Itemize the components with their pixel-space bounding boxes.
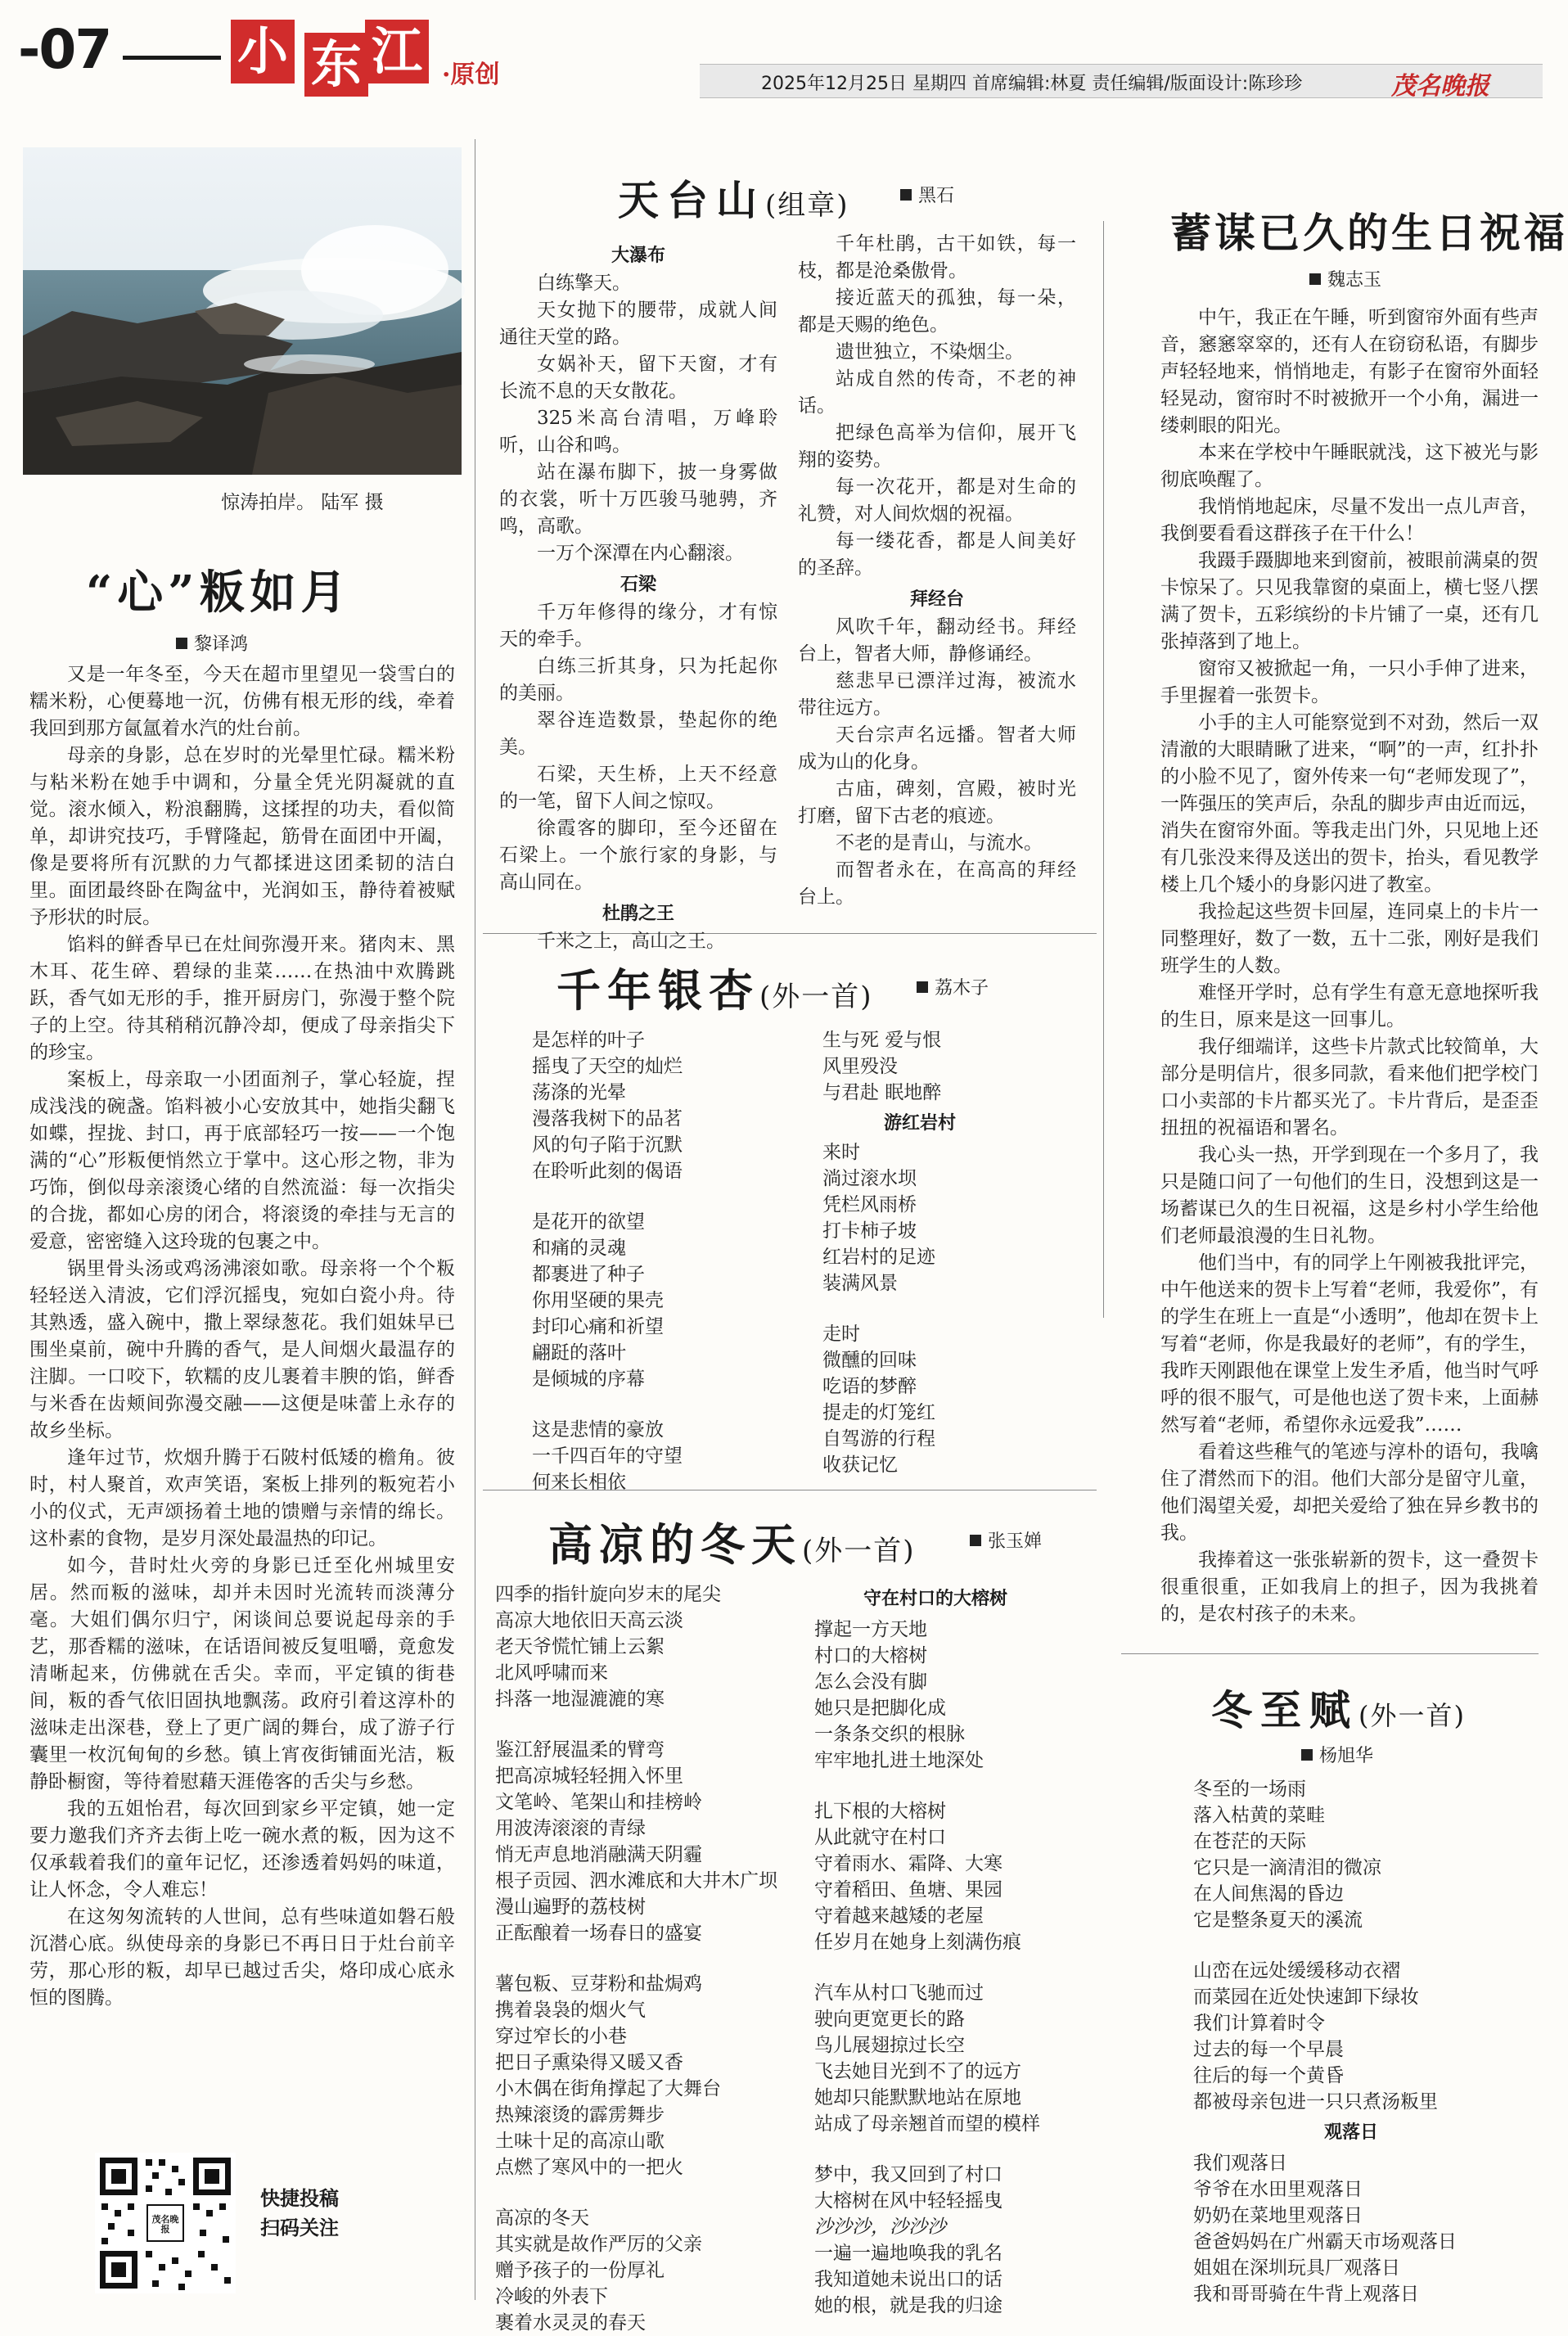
byline-marker <box>900 189 912 201</box>
verse-line: 村口的大榕树 <box>814 1645 927 1666</box>
verse-line: 淌过滚水坝 <box>822 1168 917 1189</box>
paragraph: 中午，我正在午睡，听到窗帘外面有些声音，窸窸窣窣的，还有人在窃窃私语，有脚步声轻轻地来，悄悄地走，有影子在窗帘外面轻轻晃动，窗帘时不时被掀开一个小角，漏进一缕刺眼的阳光。 <box>1160 307 1539 436</box>
verse-line: 赠予孩子的一份厚礼 <box>495 2260 665 2281</box>
paragraph: 我捧着这一张张崭新的贺卡，这一叠贺卡很重很重，正如我肩上的担子，因为我挑着的，是农村孩子的未来。 <box>1160 1549 1539 1625</box>
byline-marker <box>1309 273 1321 285</box>
verse-line: 爸爸妈妈在广州霸天市场观落日 <box>1193 2231 1457 2253</box>
verse-line: 我们计算着时令 <box>1193 2013 1325 2034</box>
paragraph: 我心头一热，开学到现在一个多月了，我只是随口问了一句他们的生日，没想到这是一场蓄谋已久的生日祝福，这是乡村小学生给他们老师最浪漫的生日礼物。 <box>1160 1144 1539 1247</box>
paragraph: 看着这些稚气的笔迹与淳朴的语句，我噙住了潸然而下的泪。他们大部分是留守儿童，他们渴望关爱，却把关爱给了独在异乡教书的我。 <box>1160 1441 1539 1544</box>
verse-line: 沙沙沙，沙沙沙 <box>814 2216 946 2238</box>
byline-birthday <box>1309 266 1381 291</box>
title-text: 天台山 <box>618 176 765 224</box>
gingko-column-2 <box>822 1027 1093 1478</box>
column-title-char: 小 <box>231 20 295 83</box>
paragraph: 千万年修得的缘分，才有惊天的牵手。 <box>499 602 777 650</box>
verse-line: 梦中，我又回到了村口 <box>814 2164 1003 2185</box>
stanza <box>814 1798 1109 1955</box>
tiantai-column-1 <box>499 241 777 955</box>
verse-line: 怎么会没有脚 <box>814 1671 927 1693</box>
section-heading: 杜鹃之王 <box>602 903 674 924</box>
verse-line: 在苍茫的天际 <box>1193 1831 1306 1852</box>
qr-caption <box>260 2184 339 2243</box>
verse-line: 鉴江舒展温柔的臂弯 <box>495 1739 665 1761</box>
gaoliang-column-1 <box>495 1581 798 2336</box>
section-heading: 石梁 <box>620 574 656 595</box>
verse-line: 都裹进了种子 <box>532 1264 645 1285</box>
title-text: 高凉的冬天 <box>548 1518 802 1571</box>
verse-line: 高凉大地依旧天高云淡 <box>495 1610 683 1631</box>
verse-line: 扎下根的大榕树 <box>814 1801 946 1822</box>
verse-line: 大榕树在风中轻轻摇曳 <box>814 2190 1003 2212</box>
title-text: 千年银杏 <box>556 964 759 1017</box>
section-divider <box>1121 1653 1539 1654</box>
paragraph: 我仔细端详，这些卡片款式比较简单，大部分是明信片，很多同款，看来他们把学校门口小卖部的卡片都买光了。卡片背后，是歪歪扭扭的祝福语和署名。 <box>1160 1036 1539 1139</box>
title-subtitle: (组章) <box>765 189 849 222</box>
paragraph: 一万个深潭在内心翻滚。 <box>537 543 744 564</box>
paragraph: 石梁，天生桥，上天不经意的一笔，留下人间之惊叹。 <box>499 764 777 812</box>
verse-line: 风的句子陷于沉默 <box>532 1134 683 1156</box>
paragraph: 又是一年冬至，今天在超市里望见一袋雪白的糯米粉，心便蓦地一沉，仿佛有根无形的线，牵着我回到那方氤氲着水汽的灶台前。 <box>29 664 455 739</box>
author-name: 杨旭华 <box>1319 1746 1374 1766</box>
dongzhi-poems <box>1193 1776 1537 2307</box>
verse-line: 提走的灯笼红 <box>822 1402 935 1423</box>
byline-tiantai <box>900 182 954 207</box>
author-name: 黎译鸿 <box>194 634 249 655</box>
page-number: -07 <box>18 18 111 81</box>
column-title-char: 江 <box>365 20 429 83</box>
seascape-photo <box>23 147 462 475</box>
verse-line: 封印心痛和祈望 <box>532 1316 664 1337</box>
verse-line: 爷爷在水田里观落日 <box>1193 2179 1363 2200</box>
verse-line: 摇曳了天空的灿烂 <box>532 1056 683 1077</box>
verse-line: 她只是把脚化成 <box>814 1698 946 1719</box>
verse-line: 悄无声息地消融满天阴霾 <box>495 1844 702 1865</box>
verse-line: 站成了母亲翘首而望的模样 <box>814 2113 1040 2135</box>
verse-line: 我和哥哥骑在牛背上观落日 <box>1193 2284 1419 2305</box>
stanza <box>1193 1958 1537 2115</box>
verse-line: 荡涤的光晕 <box>532 1082 626 1103</box>
verse-line: 一遍一遍地唤我的乳名 <box>814 2243 1003 2264</box>
verse-line: 点燃了寒风中的一把火 <box>495 2157 683 2178</box>
verse-line: 漫落我树下的品茗 <box>532 1108 683 1130</box>
paragraph: 遗世独立，不染烟尘。 <box>836 341 1024 363</box>
column-divider <box>1103 221 1104 1318</box>
paragraph: 而智者永在，在高高的拜经台上。 <box>798 859 1076 908</box>
paragraph: 逢年过节，炊烟升腾于石陂村低矮的檐角。彼时，村人聚首，欢声笑语，案板上排列的粄宛若小小的仪式，无声颂扬着土地的馈赠与亲情的绵长。这朴素的食物，是岁月深处最温热的印记。 <box>29 1447 455 1549</box>
verse-line: 这是悲情的豪放 <box>532 1419 664 1441</box>
stanza <box>814 1980 1109 2137</box>
article-body-xin <box>29 661 455 2012</box>
verse-line: 我们观落日 <box>1193 2153 1287 2174</box>
paragraph: 把绿色高举为信仰，展开飞翔的姿势。 <box>798 422 1076 471</box>
verse-line: 鸟儿展翅掠过长空 <box>814 2035 965 2056</box>
verse-line: 守着雨水、霜降、大寒 <box>814 1853 1003 1874</box>
stanza <box>1193 2150 1537 2307</box>
paragraph: 小手的主人可能察觉到不对劲，然后一双清澈的大眼睛瞅了进来，“啊”的一声，红扑扑的小脸不见了，窗外传来一句“老师发现了”，一阵强压的笑声后，杂乱的脚步声由近而远，消失在窗帘外面。等我走出门外，只见地上还有几张没来得及送出的贺卡，抬头，看见教学楼上几个矮小的身影闪进了教室。 <box>1160 712 1539 895</box>
title-text: 冬至赋 <box>1211 1686 1358 1734</box>
verse-line: 北风呼啸而来 <box>495 1662 608 1684</box>
verse-line: 守着越来越矮的老屋 <box>814 1905 984 1927</box>
verse-line: 来时 <box>822 1142 860 1163</box>
verse-line: 携着袅袅的烟火气 <box>495 2000 646 2021</box>
section-heading: 游红岩村 <box>884 1112 957 1134</box>
verse-line: 奶奶在菜地里观落日 <box>1193 2205 1363 2226</box>
photo-caption: 惊涛拍岸。 陆军 摄 <box>221 492 384 513</box>
paragraph: 案板上，母亲取一小团面剂子，掌心轻旋，捏成浅浅的碗盏。馅料被小心安放其中，她指尖翻飞如蝶，捏拢、封口，再于底部轻巧一按——一个饱满的“心”形粄便悄然立于掌中。这心形之物，非为巧饰，倒似母亲滚烫心绪的自然流溢：每一次指尖的合拢，都如心房的闭合，将滚烫的牵挂与无言的爱意，密密缝入这玲珑的包裹之中。 <box>29 1069 455 1252</box>
verse-line: 撑起一方天地 <box>814 1619 927 1640</box>
author-name: 张玉婵 <box>988 1531 1043 1552</box>
verse-line: 高凉的冬天 <box>495 2207 589 2229</box>
header-rule <box>123 56 221 60</box>
verse-line: 是怎样的叶子 <box>532 1030 645 1051</box>
stanza <box>495 1971 798 2180</box>
paragraph: 古庙，碑刻，宫殿，被时光打磨，留下古老的痕迹。 <box>798 778 1076 827</box>
paragraph: 女娲补天，留下天窗，才有长流不息的天女散花。 <box>499 354 777 402</box>
verse-line: 红岩村的足迹 <box>822 1247 935 1268</box>
verse-line: 热辣滚烫的霹雳舞步 <box>495 2104 665 2126</box>
paragraph: 千米之上，高山之王。 <box>537 931 725 952</box>
verse-line: 驶向更宽更长的路 <box>814 2009 965 2030</box>
byline-xin <box>176 630 248 656</box>
title-subtitle: (外一首) <box>802 1535 916 1567</box>
verse-line: 都被母亲包进一只只煮汤粄里 <box>1193 2091 1438 2113</box>
paragraph: 白练擎天。 <box>537 273 631 294</box>
article-title-xin: “心”粄如月 <box>86 566 352 620</box>
verse-line: 小木偶在街角撑起了大舞台 <box>495 2078 721 2099</box>
verse-line: 你用坚硬的果壳 <box>532 1290 664 1311</box>
gaoliang-column-2 <box>814 1585 1109 2319</box>
paragraph: 接近蓝天的孤独，每一朵，都是天赐的绝色。 <box>798 287 1076 336</box>
paragraph: 锅里骨头汤或鸡汤沸滚如歌。母亲将一个个粄轻轻送入清波，它们浮沉摇曳，宛如白瓷小舟。待其熟透，盛入碗中，撒上翠绿葱花。我们姐妹早已围坐桌前，碗中升腾的香气，是人间烟火最温存的注脚。一口咬下，软糯的皮儿裹着丰腴的馅，鲜香与米香在齿颊间弥漫交融——这便是味蕾上永存的故乡坐标。 <box>29 1258 455 1441</box>
verse-line: 把高凉城轻轻拥入怀里 <box>495 1766 683 1787</box>
section-heading: 拜经台 <box>909 589 964 610</box>
verse-line: 我知道她未说出口的话 <box>814 2269 1003 2290</box>
stanza <box>1193 1776 1537 1933</box>
stanza <box>814 2162 1109 2319</box>
qr-center-label: 茂名晚报 <box>151 2214 179 2235</box>
original-tag: ·原创 <box>442 61 500 89</box>
verse-line: 牢牢地扎进土地深处 <box>814 1750 984 1771</box>
paragraph: 站成自然的传奇，不老的神话。 <box>798 368 1076 417</box>
paragraph: 325米高台清唱，万峰聆听，山谷和鸣。 <box>499 408 777 456</box>
paragraph: 翠谷连造数景，垫起你的绝美。 <box>499 710 777 758</box>
article-body-birthday <box>1160 304 1539 1628</box>
verse-line: 一千四百年的守望 <box>532 1445 683 1467</box>
paragraph: 我悄悄地起床，尽量不发出一点儿声音，我倒要看看这群孩子在干什么！ <box>1160 496 1539 544</box>
verse-line: 而菜园在近处快速卸下绿妆 <box>1193 1987 1419 2008</box>
verse-line: 何来长相依 <box>532 1472 626 1493</box>
verse-line: 穿过窄长的小巷 <box>495 2026 627 2047</box>
issue-info: 2025年12月25日 星期四 首席编辑:林夏 责任编辑/版面设计:陈珍珍 <box>761 74 1303 94</box>
article-title-gaoliang <box>548 1510 916 1573</box>
stanza <box>532 1209 802 1392</box>
stanza <box>495 1581 798 1712</box>
title-subtitle: (外一首) <box>1358 1700 1466 1731</box>
verse-line: 薯包粄、豆芽粉和盐焗鸡 <box>495 1973 702 1995</box>
paragraph: 每一次花开，都是对生命的礼赞，对人间炊烟的祝福。 <box>798 476 1076 525</box>
verse-line: 飞去她目光到不了的远方 <box>814 2061 1021 2082</box>
verse-line: 根子贡园、泗水滩底和大井木广坝 <box>495 1870 777 1892</box>
verse-line: 吃语的梦醉 <box>822 1376 917 1397</box>
paragraph: 徐霞客的脚印，至今还留在石梁上。一个旅行家的身影，与高山同在。 <box>499 818 777 893</box>
paragraph: 窗帘又被掀起一角，一只小手伸了进来，手里握着一张贺卡。 <box>1160 658 1539 706</box>
paragraph: 不老的是青山，与流水。 <box>836 832 1043 854</box>
verse-line: 自驾游的行程 <box>822 1428 935 1450</box>
byline-marker <box>1301 1749 1313 1761</box>
gingko-column-1 <box>532 1027 802 1495</box>
verse-line: 凭栏风雨桥 <box>822 1194 917 1215</box>
verse-line: 过去的每一个早晨 <box>1193 2039 1344 2060</box>
verse-line: 和痛的灵魂 <box>532 1238 626 1259</box>
verse-line: 落入枯黄的菜畦 <box>1193 1805 1325 1826</box>
verse-line: 抖落一地湿漉漉的寒 <box>495 1689 665 1710</box>
verse-line: 姐姐在深圳玩具厂观落日 <box>1193 2257 1400 2279</box>
verse-line: 正酝酿着一场春日的盛宴 <box>495 1923 702 1944</box>
stanza <box>495 1737 798 1946</box>
qr-code[interactable] <box>95 2153 236 2293</box>
section-heading: 大瀑布 <box>611 245 665 266</box>
paragraph: 如今，昔时灶火旁的身影已迁至化州城里安居。然而粄的滋味，却并未因时光流转而淡薄分毫。大姐们偶尔归宁，闲谈间总要说起母亲的手艺，那香糯的滋味，在话语间被反复咀嚼，竟愈发清晰起来，仿佛就在舌尖。幸而，平定镇的街巷间，粄的香气依旧固执地飘荡。政府引着这淳朴的滋味走出深巷，登上了更广阔的舞台，成了游子行囊里一枚沉甸甸的乡愁。镇上宵夜街铺面光洁，粄静卧橱窗，等待着慰藉天涯倦客的舌尖与乡愁。 <box>29 1555 455 1793</box>
verse-line: 一条条交织的根脉 <box>814 1724 965 1745</box>
verse-line: 微醺的回味 <box>822 1350 917 1371</box>
author-name: 魏志玉 <box>1327 270 1382 291</box>
paragraph: 我的五姐怡君，每次回到家乡平定镇，她一定要力邀我们齐齐去街上吃一碗水煮的粄，因为这不仅承载着我们的童年记忆，还渗透着妈妈的味道，让人怀念，令人难忘！ <box>29 1798 455 1901</box>
verse-line: 守着稻田、鱼塘、果园 <box>814 1879 1003 1901</box>
paper-logo: 茂名晚报 <box>1391 72 1489 101</box>
stanza <box>822 1139 1093 1297</box>
paragraph: 千年杜鹃，古干如铁，每一枝，都是沧桑傲骨。 <box>798 233 1076 282</box>
paragraph: 站在瀑布脚下，披一身雾做的衣裳，听十万匹骏马驰骋，齐鸣，高歌。 <box>499 462 777 537</box>
article-title-birthday: 蓄谋已久的生日祝福 <box>1170 209 1568 257</box>
stanza <box>822 1027 1093 1106</box>
verse-line: 装满风景 <box>822 1273 898 1294</box>
column-title-char: 东 <box>304 33 368 97</box>
section-heading: 观落日 <box>1324 2122 1379 2143</box>
verse-line: 打卡柿子坡 <box>822 1220 917 1242</box>
article-title-gingko <box>556 956 873 1019</box>
paragraph: 风吹千年，翻动经书。拜经台上，智者大师，静修诵经。 <box>798 616 1076 665</box>
byline-gaoliang <box>970 1527 1042 1553</box>
paragraph: 在这匆匆流转的人世间，总有些味道如磐石般沉潜心底。纵使母亲的身影已不再日日于灶台前辛劳，那心形的粄，却早已越过舌尖，烙印成心底永恒的图腾。 <box>29 1906 455 2009</box>
verse-line: 收获记忆 <box>822 1454 898 1476</box>
section-heading: 守在村口的大榕树 <box>863 1588 1008 1609</box>
byline-marker <box>970 1535 981 1546</box>
verse-line: 山峦在远处缓缓移动衣褶 <box>1193 1960 1400 1982</box>
paragraph: 慈悲早已漂洋过海，被流水带往远方。 <box>798 670 1076 719</box>
verse-line: 四季的指针旋向岁末的尾尖 <box>495 1584 721 1605</box>
paragraph: 难怪开学时，总有学生有意无意地探听我的生日，原来是这一回事儿。 <box>1160 982 1539 1030</box>
verse-line: 裹着水灵灵的春天 <box>495 2312 646 2334</box>
qr-caption-line: 扫码关注 <box>260 2216 339 2239</box>
paragraph: 母亲的身影，总在岁时的光晕里忙碌。糯米粉与粘米粉在她手中调和，分量全凭光阴凝就的直觉。滚水倾入，粉浪翻腾，这揉捏的功夫，看似简单，却讲究技巧，手臂隆起，筋骨在面团中开阖，像是要将所有沉默的力气都揉进这团柔韧的洁白里。面团最终卧在陶盆中，光润如玉，静待着被赋予形状的时辰。 <box>29 745 455 928</box>
stanza <box>532 1417 802 1495</box>
verse-line: 冬至的一场雨 <box>1193 1779 1306 1800</box>
verse-line: 土味十足的高凉山歌 <box>495 2131 665 2152</box>
seascape-image <box>23 147 462 475</box>
verse-line: 风里殁没 <box>822 1056 898 1077</box>
verse-line: 在聆听此刻的偈语 <box>532 1161 683 1182</box>
verse-line: 用波涛滚滚的青绿 <box>495 1818 646 1839</box>
verse-line: 它是整条夏天的溪流 <box>1193 1910 1363 1931</box>
byline-marker <box>917 981 928 993</box>
stanza <box>822 1321 1093 1478</box>
verse-line: 漫山遍野的荔枝树 <box>495 1896 646 1918</box>
paragraph: 我捡起这些贺卡回屋，连同桌上的卡片一同整理好，数了一数，五十二张，刚好是我们班学生的人数。 <box>1160 901 1539 976</box>
qr-caption-line: 快捷投稿 <box>260 2186 339 2210</box>
verse-line: 把日子熏染得又暖又香 <box>495 2052 683 2073</box>
stanza <box>532 1027 802 1184</box>
verse-line: 生与死 爱与恨 <box>822 1030 942 1051</box>
article-title-dongzhi <box>1211 1678 1466 1737</box>
paragraph: 他们当中，有的同学上午刚被我批评完，中午他送来的贺卡上写着“老师，我爱你”，有的学生在班上一直是“小透明”，他却在贺卡上写着“老师，你是我最好的老师”，有的学生，我昨天刚跟他在课堂上发生矛盾，他当时气呼呼的很不服气，可是他也送了贺卡来，上面赫然写着“老师，希望你永远爱我”…… <box>1160 1252 1539 1436</box>
paragraph: 天女抛下的腰带，成就人间通往天堂的路。 <box>499 300 777 348</box>
verse-line: 文笔岭、笔架山和挂榜岭 <box>495 1792 702 1813</box>
byline-gingko <box>917 974 989 999</box>
author-name: 荔木子 <box>935 978 989 999</box>
verse-line: 在人间焦渴的昏边 <box>1193 1883 1344 1905</box>
verse-line: 翩跹的落叶 <box>532 1342 626 1364</box>
title-subtitle: (外一首) <box>759 981 873 1013</box>
verse-line: 任岁月在她身上刻满伤痕 <box>814 1932 1021 1953</box>
verse-line: 老天爷慌忙铺上云絮 <box>495 1636 665 1657</box>
verse-line: 她却只能默默地站在原地 <box>814 2087 1021 2108</box>
article-title-tiantai <box>618 168 849 227</box>
verse-line: 从此就守在村口 <box>814 1827 946 1848</box>
verse-line: 它只是一滴清泪的微凉 <box>1193 1857 1381 1878</box>
paragraph: 白练三折其身，只为托起你的美丽。 <box>499 656 777 704</box>
stanza <box>814 1617 1109 1774</box>
paragraph: 馅料的鲜香早已在灶间弥漫开来。猪肉末、黑木耳、花生碎、碧绿的韭菜……在热油中欢腾跳跃，香气如无形的手，推开厨房门，弥漫于整个院子的上空。待其稍稍沉静冷却，便成了母亲指尖下的珍宝。 <box>29 934 455 1063</box>
verse-line: 汽车从村口飞驰而过 <box>814 1982 984 2004</box>
byline-marker <box>176 638 187 649</box>
verse-line: 其实就是故作严厉的父亲 <box>495 2234 702 2255</box>
verse-line: 往后的每一个黄昏 <box>1193 2065 1344 2086</box>
verse-line: 冷峻的外表下 <box>495 2286 608 2307</box>
paragraph: 天台宗声名远播。智者大师成为山的化身。 <box>798 724 1076 773</box>
author-name: 黑石 <box>918 186 955 206</box>
verse-line: 她的根，就是我的归途 <box>814 2295 1003 2316</box>
byline-dongzhi <box>1301 1742 1373 1767</box>
paragraph: 每一缕花香，都是人间美好的圣辞。 <box>798 530 1076 579</box>
paragraph: 我蹑手蹑脚地来到窗前，被眼前满桌的贺卡惊呆了。只见我靠窗的桌面上，横七竖八摆满了贺卡，五彩缤纷的卡片铺了一桌，还有几张掉落到了地上。 <box>1160 550 1539 652</box>
verse-line: 是倾城的序幕 <box>532 1369 645 1390</box>
verse-line: 是花开的欲望 <box>532 1211 645 1233</box>
paragraph: 本来在学校中午睡眠就浅，这下被光与影彻底唤醒了。 <box>1160 442 1539 490</box>
stanza <box>495 2205 798 2336</box>
verse-line: 走时 <box>822 1324 860 1345</box>
tiantai-column-2 <box>798 231 1076 911</box>
verse-line: 与君赴 眠地醉 <box>822 1082 942 1103</box>
